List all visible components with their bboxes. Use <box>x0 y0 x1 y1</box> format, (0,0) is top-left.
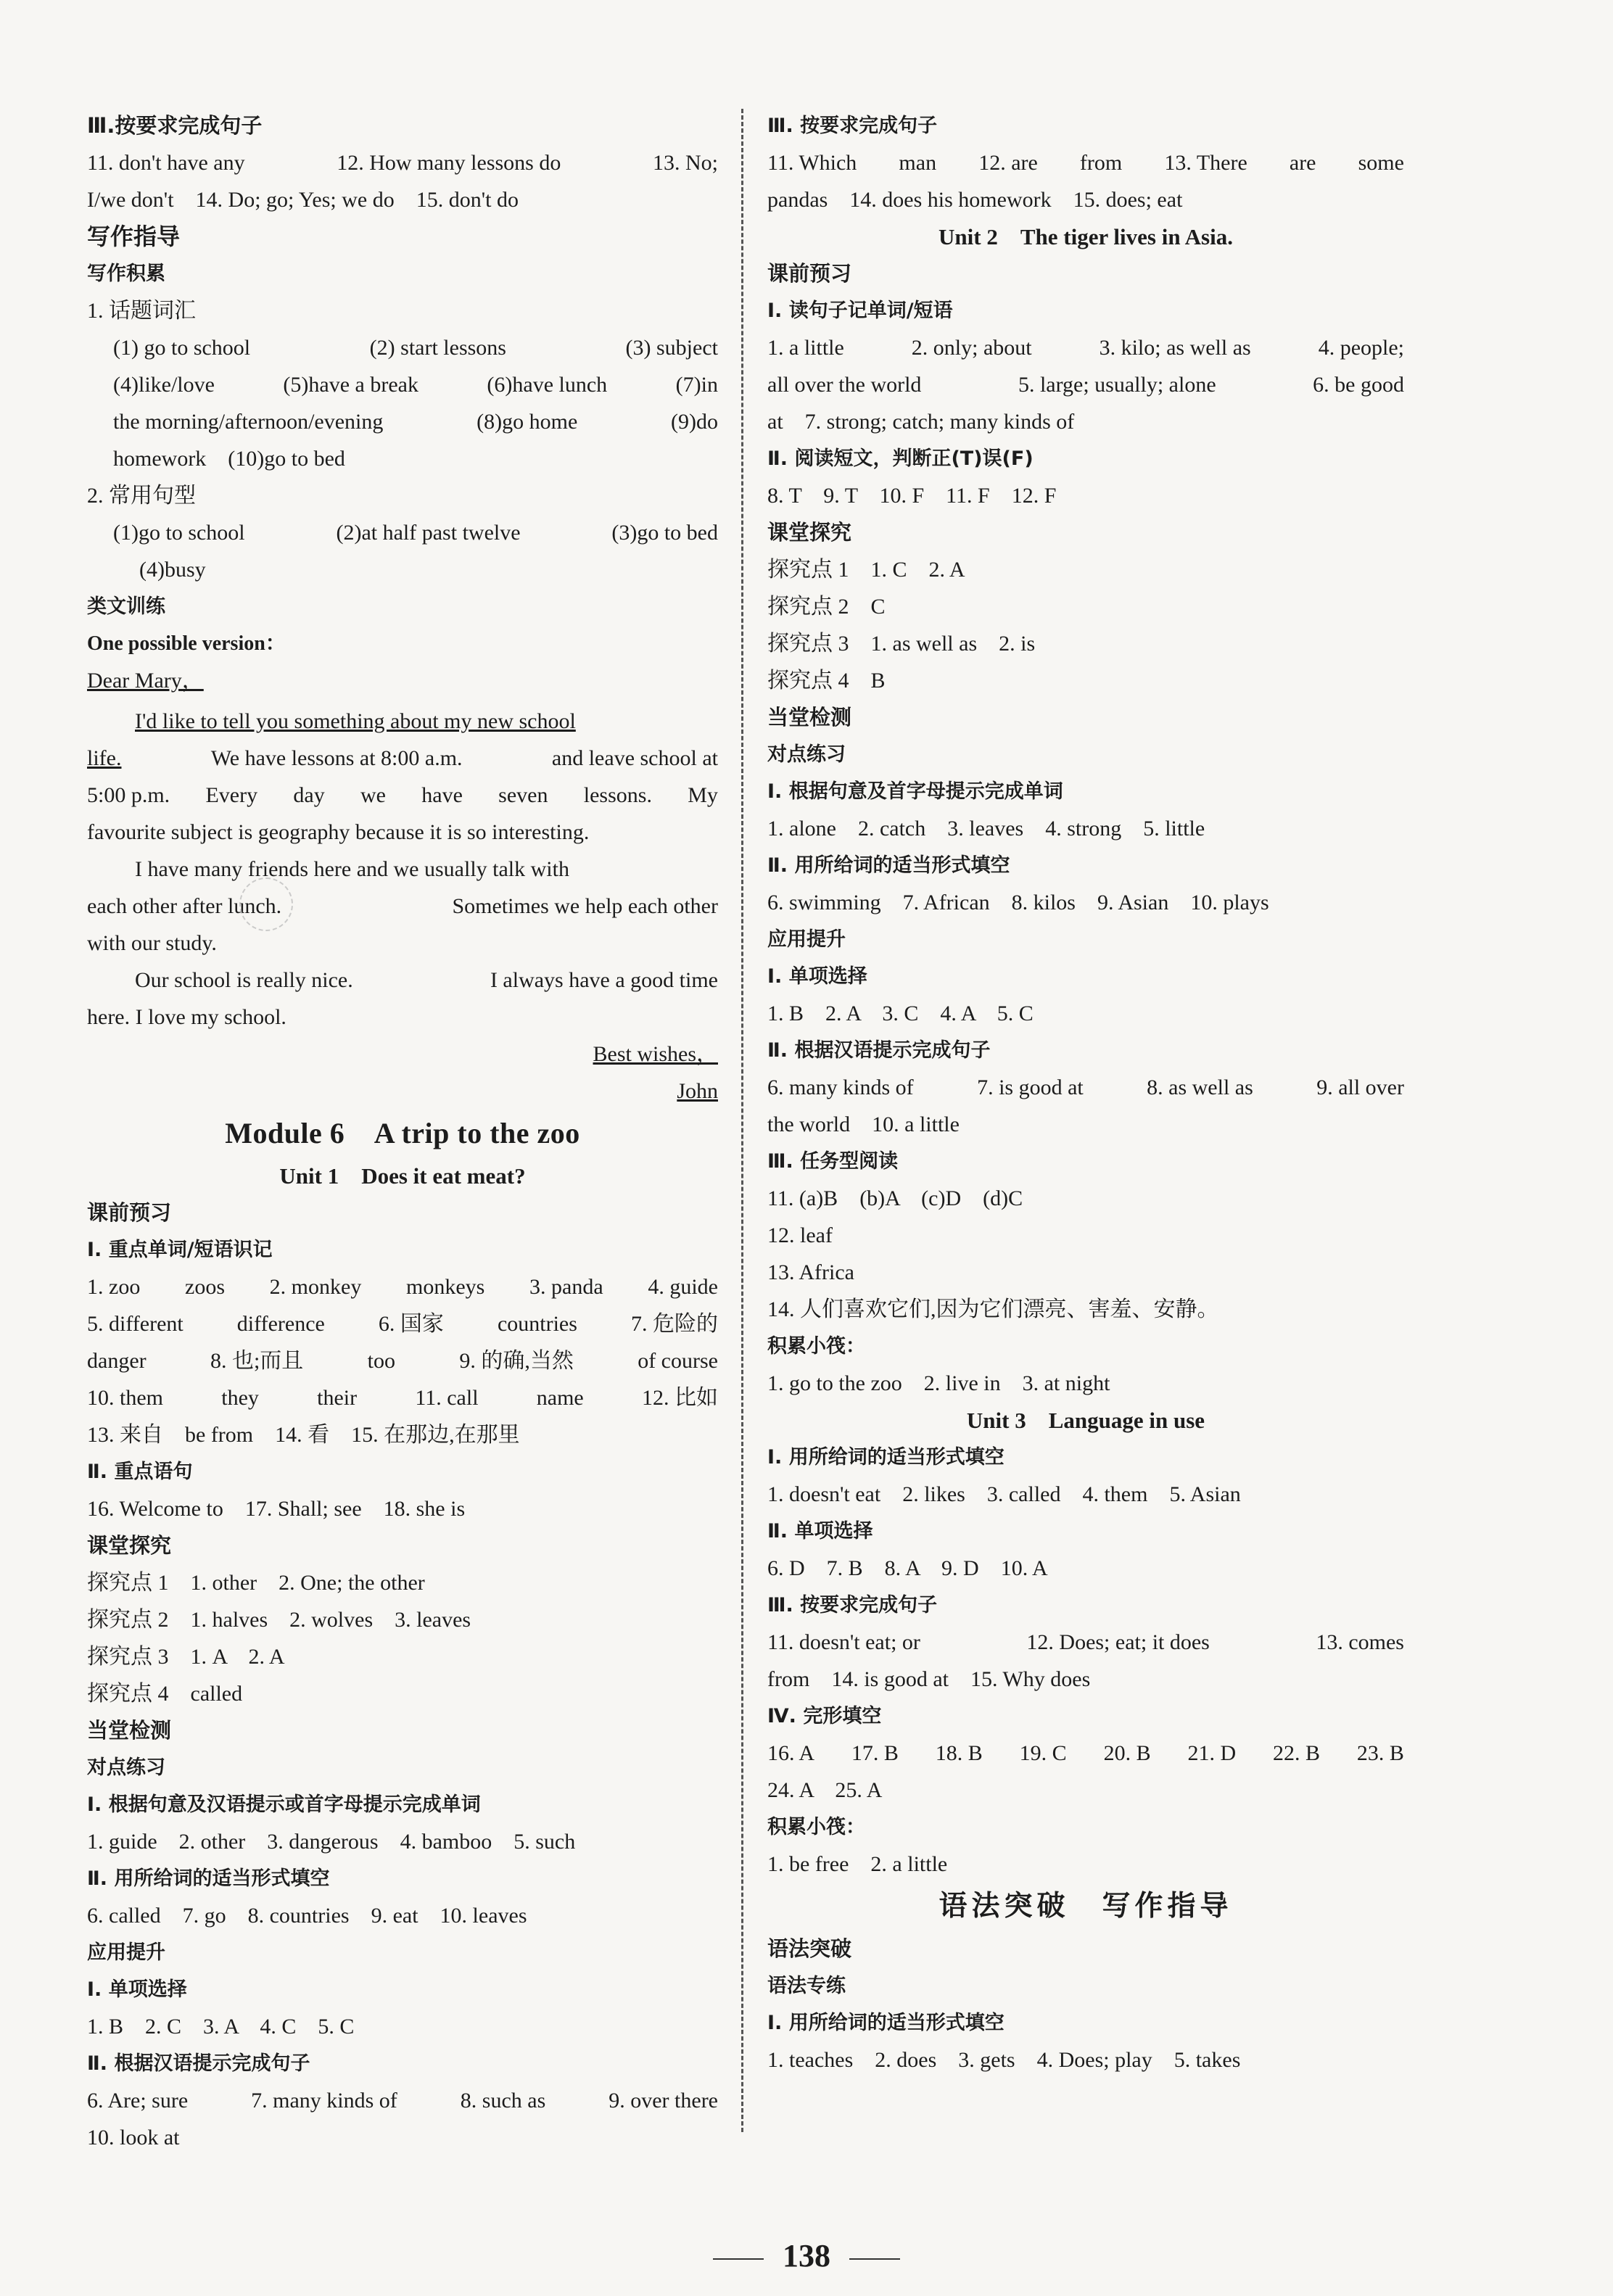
answer: countries <box>497 1312 577 1336</box>
subheading: 对点练习 <box>767 743 846 766</box>
answer: 16. A <box>767 1741 815 1765</box>
subheading: 类文训练 <box>87 595 165 618</box>
subheading: 应用提升 <box>767 928 846 951</box>
answer: 11. don't have any <box>87 151 245 175</box>
heading: 课前预习 <box>767 261 852 286</box>
answer: 6. 国家 <box>378 1312 444 1336</box>
answer-line <box>767 1624 1404 1661</box>
answer: 6. Are; sure <box>87 2089 189 2113</box>
answer: 9. all over <box>1316 1075 1404 1099</box>
page-number-dash <box>849 2258 900 2260</box>
subheading: Ⅳ. 完形填空 <box>767 1705 882 1727</box>
right-column <box>767 107 1404 2078</box>
answer: 1. zoo <box>87 1275 141 1299</box>
subheading: Ⅱ. 用所给词的适当形式填空 <box>87 1867 330 1890</box>
essay-word: My <box>688 783 718 807</box>
answer-line <box>87 329 718 366</box>
essay-word: have <box>421 783 463 807</box>
answer-line: 16. Welcome to 17. Shall; see 18. she is <box>87 1497 466 1521</box>
answer: 13. No; <box>652 151 718 175</box>
closing-text: Best wishes， <box>593 1042 718 1066</box>
left-column <box>87 107 718 2156</box>
answer: zoos <box>185 1275 225 1299</box>
list-title: 2. 常用句型 <box>87 484 196 508</box>
answer-line: 1. guide 2. other 3. dangerous 4. bamboo 5. such <box>87 1830 576 1854</box>
answer: 7. many kinds of <box>251 2089 397 2113</box>
answer: (5)have a break <box>283 373 418 397</box>
answer-line: 8. T 9. T 10. F 11. F 12. F <box>767 484 1057 508</box>
answer-line <box>87 1379 718 1416</box>
answer-line: 1. be free 2. a little <box>767 1852 948 1876</box>
answer-line: 1. doesn't eat 2. likes 3. called 4. them 5. Asian <box>767 1482 1241 1506</box>
answer: 2. monkey <box>269 1275 362 1299</box>
answer-line <box>87 403 718 440</box>
answer: they <box>221 1386 259 1410</box>
answer-line <box>767 1735 1404 1772</box>
list-title: 1. 话题词汇 <box>87 299 196 323</box>
page-number-dash <box>713 2258 764 2260</box>
answer: (3) subject <box>625 336 718 360</box>
signature-text: John <box>677 1079 718 1103</box>
answer: man <box>899 151 937 175</box>
answer-line: 探究点 3 1. A 2. A <box>87 1645 285 1669</box>
answer-line: 13. Africa <box>767 1260 854 1284</box>
answer: (3)go to bed <box>611 521 718 545</box>
answer-line: 1. B 2. A 3. C 4. A 5. C <box>767 1002 1034 1025</box>
subheading: Ⅱ. 单项选择 <box>767 1520 873 1543</box>
subheading: Ⅰ. 根据句意及首字母提示完成单词 <box>767 780 1063 803</box>
answer-line: 探究点 3 1. as well as 2. is <box>767 632 1036 656</box>
answer: (1)go to school <box>113 521 245 545</box>
answer-line: 6. called 7. go 8. countries 9. eat 10. leaves <box>87 1904 527 1928</box>
unit-title: Unit 1 Does it eat meat? <box>279 1163 526 1189</box>
answer-line <box>767 1069 1404 1106</box>
heading: 课前预习 <box>87 1200 172 1225</box>
essay-word: we <box>360 783 386 807</box>
answer-line: (4)busy <box>139 558 206 582</box>
subheading: Ⅲ. 按要求完成句子 <box>767 115 938 137</box>
answer: 8. as well as <box>1147 1075 1253 1099</box>
answer: 5. different <box>87 1312 183 1336</box>
answer: 5. large; usually; alone <box>1018 373 1216 397</box>
heading: 当堂检测 <box>87 1718 172 1743</box>
essay-text: and leave school at <box>551 746 718 770</box>
answer-line: 6. D 7. B 8. A 9. D 10. A <box>767 1556 1048 1580</box>
answer: 19. C <box>1019 1741 1067 1765</box>
essay-text: We have lessons at 8:00 a.m. <box>210 746 463 770</box>
answer: all over the world <box>767 373 922 397</box>
essay-text: life. <box>87 746 122 770</box>
answer: 10. them <box>87 1386 163 1410</box>
essay-text: Our school is really nice. <box>135 968 353 992</box>
answer: 21. D <box>1187 1741 1237 1765</box>
answer-line <box>87 366 718 403</box>
subheading: Ⅲ. 任务型阅读 <box>767 1150 899 1173</box>
page-number <box>0 2237 1613 2274</box>
subheading: 语法专练 <box>767 1975 846 1997</box>
answer: are <box>1289 151 1316 175</box>
answer: monkeys <box>406 1275 485 1299</box>
answer-line: 6. swimming 7. African 8. kilos 9. Asian 10. plays <box>767 891 1269 914</box>
essay-line <box>87 740 718 777</box>
subheading: Ⅱ. 重点语句 <box>87 1461 193 1483</box>
essay-label: One possible version： <box>87 632 286 655</box>
subheading: 应用提升 <box>87 1941 165 1964</box>
answer: danger <box>87 1349 147 1373</box>
answer: name <box>536 1386 584 1410</box>
subheading: Ⅰ. 根据句意及汉语提示或首字母提示完成单词 <box>87 1793 481 1816</box>
answer-line: 探究点 2 C <box>767 595 886 619</box>
answer: 8. such as <box>460 2089 546 2113</box>
answer-line: 探究点 1 1. other 2. One; the other <box>87 1571 425 1595</box>
essay-line <box>87 962 718 999</box>
answer: 12. are <box>978 151 1038 175</box>
answer: 2. only; about <box>911 336 1032 360</box>
answer-line: 12. leaf <box>767 1223 833 1247</box>
answer: (2)at half past twelve <box>336 521 521 545</box>
subheading: Ⅲ. 按要求完成句子 <box>767 1594 938 1616</box>
essay-line <box>87 703 718 740</box>
heading: 课堂探究 <box>87 1533 172 1558</box>
essay-text: I always have a good time <box>490 968 718 992</box>
page-number-text: 138 <box>783 2238 830 2274</box>
answer-line: 探究点 4 called <box>87 1682 243 1706</box>
subheading: 积累小筏： <box>767 1816 865 1838</box>
answer: 6. many kinds of <box>767 1075 914 1099</box>
essay-word: 5:00 p.m. <box>87 783 170 807</box>
answer: 23. B <box>1356 1741 1404 1765</box>
watermark-stamp <box>239 877 293 931</box>
answer: 6. be good <box>1313 373 1404 397</box>
essay-word: day <box>293 783 325 807</box>
answer-line <box>87 1305 718 1342</box>
answer: (9)do <box>671 410 718 434</box>
answer: 18. B <box>935 1741 983 1765</box>
essay-word: lessons. <box>583 783 652 807</box>
answer: 13. comes <box>1316 1630 1404 1654</box>
answer-line <box>87 2082 718 2119</box>
subheading: Ⅰ. 用所给词的适当形式填空 <box>767 2012 1004 2034</box>
answer: difference <box>236 1312 325 1336</box>
answer-line: 1. alone 2. catch 3. leaves 4. strong 5. little <box>767 817 1205 841</box>
essay-word: seven <box>498 783 548 807</box>
essay-text: I'd like to tell you something about my new school <box>135 709 576 733</box>
subheading: Ⅱ. 根据汉语提示完成句子 <box>767 1039 991 1062</box>
heading: 当堂检测 <box>767 705 852 730</box>
answer-line: 探究点 4 B <box>767 669 886 693</box>
answer-line: 14. 人们喜欢它们,因为它们漂亮、害羞、安静。 <box>767 1297 1219 1321</box>
answer-line: 探究点 2 1. halves 2. wolves 3. leaves <box>87 1608 471 1632</box>
answer-line <box>87 144 718 181</box>
answer: 3. panda <box>529 1275 603 1299</box>
answer-line: 24. A 25. A <box>767 1778 883 1802</box>
essay-closing <box>87 1036 718 1073</box>
essay-line: favourite subject is geography because it is so interesting. <box>87 820 590 844</box>
answer-line <box>87 1342 718 1379</box>
subheading: Ⅰ. 重点单词/短语识记 <box>87 1239 273 1261</box>
answer-line: at 7. strong; catch; many kinds of <box>767 410 1075 434</box>
answer-line: homework (10)go to bed <box>113 447 345 471</box>
subheading: 积累小筏： <box>767 1335 865 1358</box>
answer: 12. How many lessons do <box>337 151 561 175</box>
module-title: Module 6 A trip to the zoo <box>225 1117 580 1149</box>
essay-text: Sometimes we help each other <box>452 894 718 918</box>
essay-line: I have many friends here and we usually talk with <box>135 857 569 881</box>
answer-line: from 14. is good at 15. Why does <box>767 1667 1091 1691</box>
answer: some <box>1358 151 1404 175</box>
essay-line <box>87 777 718 814</box>
answer: of course <box>638 1349 718 1373</box>
answer: 7. 危险的 <box>630 1312 718 1336</box>
answer: (8)go home <box>477 410 578 434</box>
subheading: 写作积累 <box>87 263 165 285</box>
answer: 11. Which <box>767 151 857 175</box>
heading: Ⅲ.按要求完成句子 <box>87 113 263 138</box>
answer: 12. Does; eat; it does <box>1026 1630 1210 1654</box>
answer: (4)like/love <box>113 373 215 397</box>
answer: the morning/afternoon/evening <box>113 410 384 434</box>
answer-line <box>767 366 1404 403</box>
answer-line: 探究点 1 1. C 2. A <box>767 558 965 582</box>
section-title: 语法突破 写作指导 <box>938 1890 1233 1923</box>
answer: 11. call <box>415 1386 479 1410</box>
answer: 12. 比如 <box>641 1386 718 1410</box>
subheading: Ⅰ. 单项选择 <box>767 965 867 988</box>
subheading: Ⅰ. 读句子记单词/短语 <box>767 300 953 322</box>
answer-line: 13. 来自 be from 14. 看 15. 在那边,在那里 <box>87 1423 520 1447</box>
answer-line: 1. teaches 2. does 3. gets 4. Does; play 5. takes <box>767 2048 1241 2072</box>
section-heading: 写作指导 <box>87 223 181 250</box>
subheading: Ⅱ. 根据汉语提示完成句子 <box>87 2052 310 2075</box>
answer: 4. people; <box>1318 336 1404 360</box>
answer-line <box>87 514 718 551</box>
essay-line: with our study. <box>87 931 217 955</box>
essay-word: Every <box>205 783 258 807</box>
answer: 1. a little <box>767 336 844 360</box>
answer: from <box>1079 151 1123 175</box>
essay-greeting: Dear Mary， <box>87 669 204 693</box>
answer: 7. is good at <box>977 1075 1084 1099</box>
answer: 17. B <box>851 1741 899 1765</box>
heading: 语法突破 <box>767 1936 852 1961</box>
answer: 9. over there <box>609 2089 718 2113</box>
answer: 20. B <box>1103 1741 1151 1765</box>
subheading: Ⅰ. 用所给词的适当形式填空 <box>767 1446 1004 1469</box>
answer-line: 1. B 2. C 3. A 4. C 5. C <box>87 2015 355 2039</box>
answer-line: I/we don't 14. Do; go; Yes; we do 15. don't do <box>87 188 519 212</box>
answer: their <box>317 1386 358 1410</box>
answer-line <box>767 329 1404 366</box>
subheading: Ⅰ. 单项选择 <box>87 1978 187 2001</box>
essay-line <box>87 888 718 925</box>
subheading: 对点练习 <box>87 1756 165 1779</box>
subheading: Ⅱ. 阅读短文，判断正(T)误(F) <box>767 447 1034 470</box>
answer-line: the world 10. a little <box>767 1112 960 1136</box>
unit-title: Unit 3 Language in use <box>966 1408 1205 1433</box>
answer-line <box>767 144 1404 181</box>
answer: 3. kilo; as well as <box>1099 336 1251 360</box>
answer: 9. 的确,当然 <box>459 1349 574 1373</box>
answer-line: 10. look at <box>87 2126 180 2150</box>
answer: 13. There <box>1164 151 1247 175</box>
answer-line: 1. go to the zoo 2. live in 3. at night <box>767 1371 1110 1395</box>
column-divider <box>741 109 743 2132</box>
subheading: Ⅱ. 用所给词的适当形式填空 <box>767 854 1010 877</box>
answer-line: pandas 14. does his homework 15. does; eat <box>767 188 1183 212</box>
answer: (6)have lunch <box>487 373 608 397</box>
answer: 8. 也;而且 <box>210 1349 304 1373</box>
answer: (2) start lessons <box>369 336 506 360</box>
unit-title: Unit 2 The tiger lives in Asia. <box>938 224 1233 249</box>
answer-line <box>87 1268 718 1305</box>
answer-line: 11. (a)B (b)A (c)D (d)C <box>767 1186 1023 1210</box>
essay-signature <box>87 1073 718 1110</box>
essay-text: each other after lunch. <box>87 894 282 918</box>
answer: (1) go to school <box>113 336 251 360</box>
answer: (7)in <box>675 373 718 397</box>
answer: 4. guide <box>648 1275 718 1299</box>
heading: 课堂探究 <box>767 520 852 545</box>
answer: 22. B <box>1273 1741 1321 1765</box>
answer: too <box>367 1349 395 1373</box>
answer: 11. doesn't eat; or <box>767 1630 920 1654</box>
essay-line: here. I love my school. <box>87 1005 286 1029</box>
